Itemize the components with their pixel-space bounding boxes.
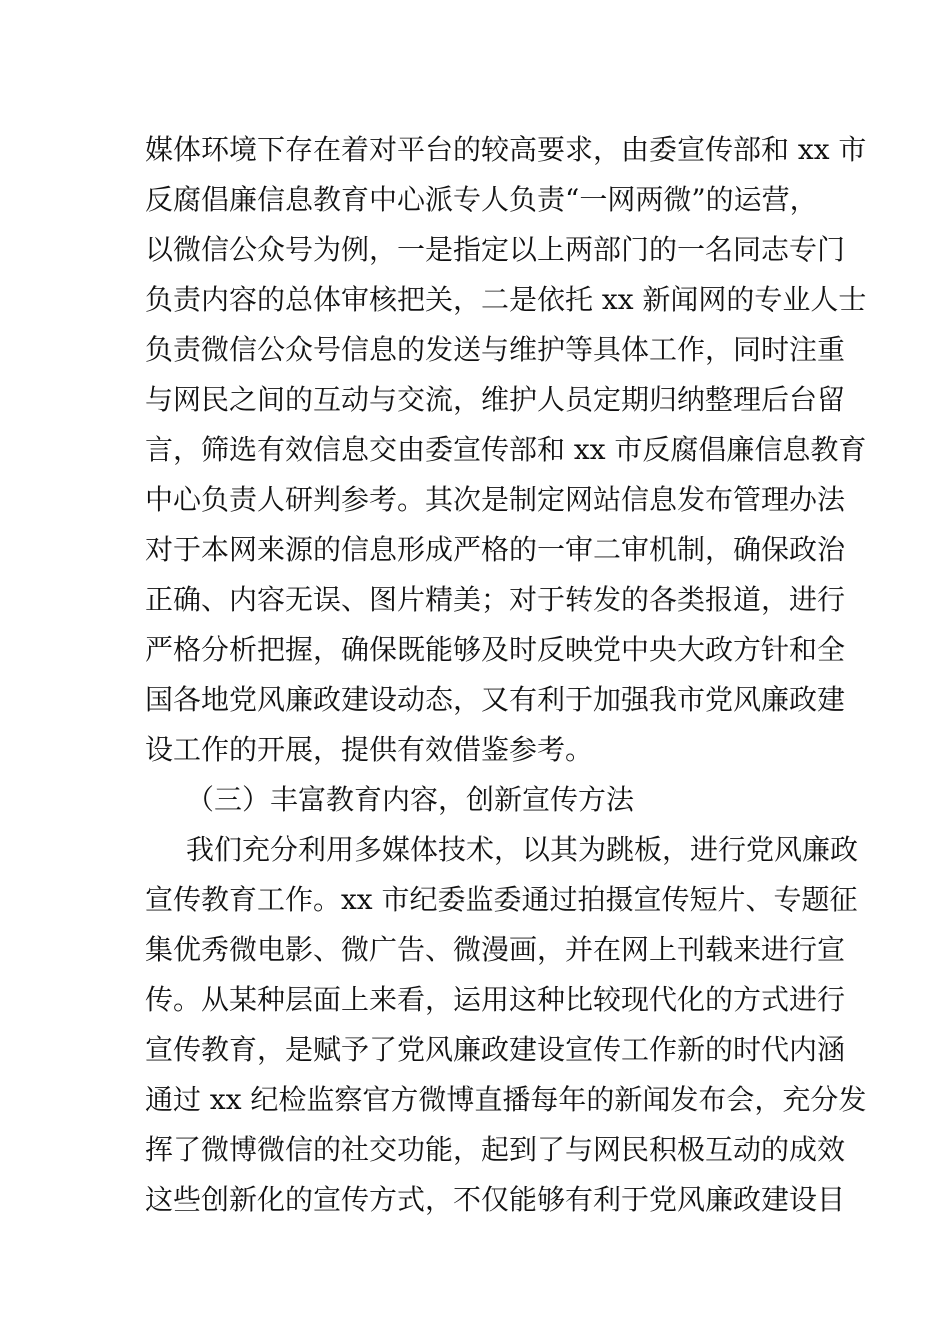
text-line: 传。从某种层面上来看，运用这种比较现代化的方式进行	[145, 983, 846, 1016]
text-line: 负责内容的总体审核把关，二是依托 xx 新闻网的专业人士	[145, 283, 867, 316]
text-line: 通过 xx 纪检监察官方微博直播每年的新闻发布会，充分发	[145, 1083, 867, 1116]
text-line: 与网民之间的互动与交流，维护人员定期归纳整理后台留	[145, 383, 846, 416]
text-line: 媒体环境下存在着对平台的较高要求，由委宣传部和 xx 市	[145, 133, 867, 166]
text-line: 言，筛选有效信息交由委宣传部和 xx 市反腐倡廉信息教育	[145, 433, 867, 466]
text-line: 反腐倡廉信息教育中心派专人负责“一网两微”的运营，	[145, 183, 818, 216]
text-line: 对于本网来源的信息形成严格的一审二审机制，确保政治	[145, 533, 846, 566]
text-line: 中心负责人研判参考。其次是制定网站信息发布管理办法	[145, 483, 846, 516]
text-line: 我们充分利用多媒体技术，以其为跳板，进行党风廉政	[186, 833, 859, 866]
text-line: 宣传教育，是赋予了党风廉政建设宣传工作新的时代内涵	[145, 1033, 846, 1066]
section-heading: （三）丰富教育内容，创新宣传方法	[186, 783, 635, 816]
text-line: 严格分析把握，确保既能够及时反映党中央大政方针和全	[145, 633, 846, 666]
text-line: 集优秀微电影、微广告、微漫画，并在网上刊载来进行宣	[145, 933, 846, 966]
text-line: 负责微信公众号信息的发送与维护等具体工作，同时注重	[145, 333, 846, 366]
text-line: 宣传教育工作。xx 市纪委监委通过拍摄宣传短片、专题征	[145, 883, 858, 916]
text-line: 正确、内容无误、图片精美；对于转发的各类报道，进行	[145, 583, 846, 616]
text-line: 挥了微博微信的社交功能，起到了与网民积极互动的成效	[145, 1133, 846, 1166]
text-line: 以微信公众号为例，一是指定以上两部门的一名同志专门	[145, 233, 846, 266]
text-line: 这些创新化的宣传方式，不仅能够有利于党风廉政建设目	[145, 1183, 846, 1216]
text-line: 设工作的开展，提供有效借鉴参考。	[145, 733, 594, 766]
text-line: 国各地党风廉政建设动态，又有利于加强我市党风廉政建	[145, 683, 846, 716]
